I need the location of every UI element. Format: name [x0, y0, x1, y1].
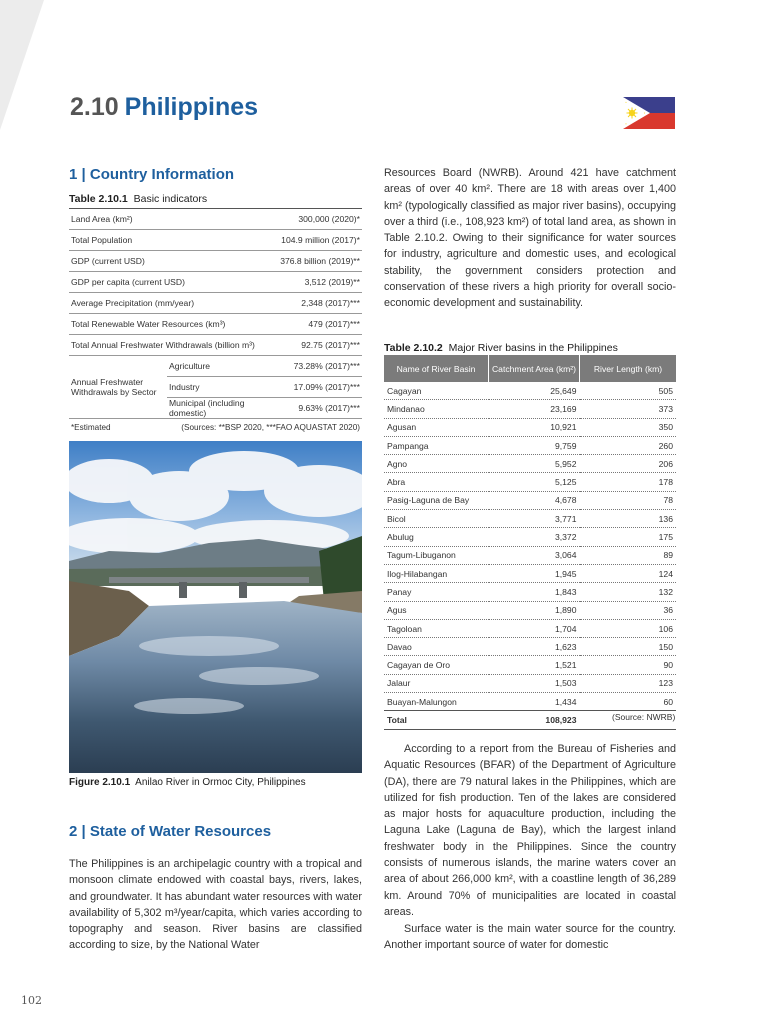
sector-value: 73.28% (2017)***	[263, 356, 362, 377]
table-row	[384, 656, 676, 674]
water-resources-paragraph: The Philippines is an archipelagic country with a tropical and monsoon climate endowed with coastal bays, rivers, lakes, and groundwater. It has abundant water resources with water availability of 5,302 m³/year/capita, which varies according to topography and season. River basins are classified according to size, by the National Water	[69, 858, 362, 952]
river-name-cell: Tagum-Libuganon	[384, 546, 489, 564]
row-value: 376.8 billion (2019)**	[263, 251, 362, 272]
sector-group-label: Annual Freshwater Withdrawals by Sector	[69, 356, 167, 419]
table-row	[69, 356, 362, 377]
table-row	[384, 418, 676, 436]
table-row	[384, 564, 676, 582]
river-length-cell: 89	[580, 546, 677, 564]
table-row	[69, 251, 362, 272]
table-row	[384, 436, 676, 454]
river-length-cell: 123	[580, 674, 677, 692]
catchment-area-cell: 1,890	[489, 601, 580, 619]
catchment-area-cell: 4,678	[489, 491, 580, 509]
philippines-flag-icon	[623, 97, 675, 129]
sector-value: 17.09% (2017)***	[263, 377, 362, 398]
river-length-cell: 136	[580, 510, 677, 528]
table-row	[384, 455, 676, 473]
river-name-cell: Agus	[384, 601, 489, 619]
total-label-cell: Total	[384, 711, 489, 730]
catchment-area-cell: 5,125	[489, 473, 580, 491]
column-header: Catchment Area (km²)	[489, 355, 580, 382]
table-row	[384, 674, 676, 692]
table-caption-text: Major River basins in the Philippines	[448, 342, 618, 354]
river-length-cell: 505	[580, 382, 677, 400]
footnote-sources: (Sources: **BSP 2020, ***FAO AQUASTAT 2020)	[181, 423, 360, 432]
catchment-area-cell: 25,649	[489, 382, 580, 400]
row-label: Total Renewable Water Resources (km³)	[69, 314, 263, 335]
row-value: 300,000 (2020)*	[263, 209, 362, 230]
table-row	[384, 491, 676, 509]
river-photo	[69, 441, 362, 773]
row-value: 3,512 (2019)**	[263, 272, 362, 293]
river-name-cell: Mindanao	[384, 400, 489, 418]
catchment-area-cell: 1,623	[489, 638, 580, 656]
total-area-cell: 108,923	[489, 711, 580, 730]
figure-caption-text: Anilao River in Ormoc City, Philippines	[135, 777, 306, 788]
river-basins-paragraph: Resources Board (NWRB). Around 421 have catchment areas of over 40 km². There are 18 with areas over 1,400 km² (typologically classified as major river basins), occupying over a third (i.e., 108,923 km²) of total land area, as shown in Table 2.10.2. Owing to their significance for water sources for industry, agriculture and domestic uses, and ecological stability, the government considers protection and conservation of these rivers a high priority for overall socio-economic development and sustainability.	[384, 167, 676, 310]
river-length-cell: 150	[580, 638, 677, 656]
river-name-cell: Jalaur	[384, 674, 489, 692]
table-row	[69, 293, 362, 314]
river-length-cell: 373	[580, 400, 677, 418]
catchment-area-cell: 23,169	[489, 400, 580, 418]
corner-decoration	[0, 0, 44, 130]
river-length-cell: 206	[580, 455, 677, 473]
river-length-cell: 60	[580, 693, 677, 711]
river-name-cell: Panay	[384, 583, 489, 601]
table-row	[69, 230, 362, 251]
row-label: GDP per capita (current USD)	[69, 272, 263, 293]
table-row	[384, 473, 676, 491]
figure-caption-label: Figure 2.10.1	[69, 777, 131, 788]
table-source-note: (Source: NWRB)	[612, 712, 676, 722]
river-name-cell: Agno	[384, 455, 489, 473]
table-row	[384, 510, 676, 528]
catchment-area-cell: 3,372	[489, 528, 580, 546]
catchment-area-cell: 1,521	[489, 656, 580, 674]
river-name-cell: Cagayan de Oro	[384, 656, 489, 674]
table-row	[384, 693, 676, 711]
column-header: Name of River Basin	[384, 355, 489, 382]
row-label: Land Area (km²)	[69, 209, 263, 230]
catchment-area-cell: 1,503	[489, 674, 580, 692]
table-row	[69, 272, 362, 293]
table-row	[384, 382, 676, 400]
table-caption-text: Basic indicators	[133, 193, 208, 205]
page-number: 102	[21, 994, 42, 1007]
river-name-cell: Abulug	[384, 528, 489, 546]
river-name-cell: Pampanga	[384, 436, 489, 454]
lakes-paragraph: According to a report from the Bureau of Fisheries and Aquatic Resources (BFAR) of the Department of Agriculture (DA), there are 79 natural lakes in the Philippines, which are utilized for fish production. Ten of the lakes are considered as major hosts for aquaculture production, including the Laguna Lake (Laguna de Bay), which the largest inland freshwater body in the Philippines. Since the country consists of numerous islands, the marine waters cover an area of about 266,000 km², with a coastline length of 36,289 km. Around 70% of municipalities are located in coastal areas.	[384, 743, 676, 918]
catchment-area-cell: 3,771	[489, 510, 580, 528]
river-length-cell: 350	[580, 418, 677, 436]
row-value: 104.9 million (2017)*	[263, 230, 362, 251]
river-name-cell: Davao	[384, 638, 489, 656]
table-row	[384, 601, 676, 619]
catchment-area-cell: 1,945	[489, 564, 580, 582]
river-name-cell: Cagayan	[384, 382, 489, 400]
river-name-cell: Ilog-Hilabangan	[384, 564, 489, 582]
row-value: 2,348 (2017)***	[263, 293, 362, 314]
table-caption	[384, 342, 618, 354]
row-value: 479 (2017)***	[263, 314, 362, 335]
row-label: Average Precipitation (mm/year)	[69, 293, 263, 314]
table-row	[384, 400, 676, 418]
row-label: GDP (current USD)	[69, 251, 263, 272]
catchment-area-cell: 3,064	[489, 546, 580, 564]
river-length-cell: 260	[580, 436, 677, 454]
river-name-cell: Buayan-Malungon	[384, 693, 489, 711]
table-row	[384, 546, 676, 564]
figure-caption	[69, 777, 306, 788]
table-row	[384, 619, 676, 637]
catchment-area-cell: 5,952	[489, 455, 580, 473]
table-row	[69, 314, 362, 335]
river-length-cell: 36	[580, 601, 677, 619]
river-length-cell: 175	[580, 528, 677, 546]
surface-water-paragraph: Surface water is the main water source for the country. Another important source of water for domestic	[384, 923, 676, 952]
row-label: Total Population	[69, 230, 263, 251]
river-name-cell: Abra	[384, 473, 489, 491]
catchment-area-cell: 1,704	[489, 619, 580, 637]
river-length-cell: 178	[580, 473, 677, 491]
river-length-cell: 106	[580, 619, 677, 637]
column-header: River Length (km)	[580, 355, 677, 382]
table-row	[384, 583, 676, 601]
catchment-area-cell: 1,434	[489, 693, 580, 711]
sector-label: Municipal (including domestic)	[167, 398, 263, 419]
river-name-cell: Bicol	[384, 510, 489, 528]
river-name-cell: Pasig-Laguna de Bay	[384, 491, 489, 509]
row-label: Total Annual Freshwater Withdrawals (billion m³)	[69, 335, 263, 356]
catchment-area-cell: 1,843	[489, 583, 580, 601]
river-length-cell: 78	[580, 491, 677, 509]
section-heading-country-information: 1 | Country Information	[69, 166, 235, 183]
chapter-number: 2.10	[70, 93, 119, 121]
row-value: 92.75 (2017)***	[263, 335, 362, 356]
table-caption	[69, 193, 207, 205]
table-row	[384, 528, 676, 546]
table-caption-label: Table 2.10.1	[69, 193, 128, 205]
river-length-cell: 90	[580, 656, 677, 674]
catchment-area-cell: 9,759	[489, 436, 580, 454]
sector-label: Industry	[167, 377, 263, 398]
river-name-cell: Agusan	[384, 418, 489, 436]
section-heading-state-of-water-resources: 2 | State of Water Resources	[69, 823, 272, 840]
chapter-title	[70, 93, 258, 122]
sector-value: 9.63% (2017)***	[263, 398, 362, 419]
catchment-area-cell: 10,921	[489, 418, 580, 436]
river-length-cell: 132	[580, 583, 677, 601]
river-basins-table	[384, 355, 676, 730]
table-row	[69, 209, 362, 230]
table-caption-label: Table 2.10.2	[384, 342, 443, 354]
chapter-name: Philippines	[124, 93, 259, 121]
table-row	[69, 335, 362, 356]
table-row	[384, 638, 676, 656]
sector-label: Agriculture	[167, 356, 263, 377]
river-length-cell: 124	[580, 564, 677, 582]
basic-indicators-table	[69, 208, 362, 437]
table-footnote-row	[69, 419, 362, 438]
footnote-estimated: *Estimated	[71, 423, 111, 432]
river-name-cell: Tagoloan	[384, 619, 489, 637]
table-header-row	[384, 355, 676, 382]
